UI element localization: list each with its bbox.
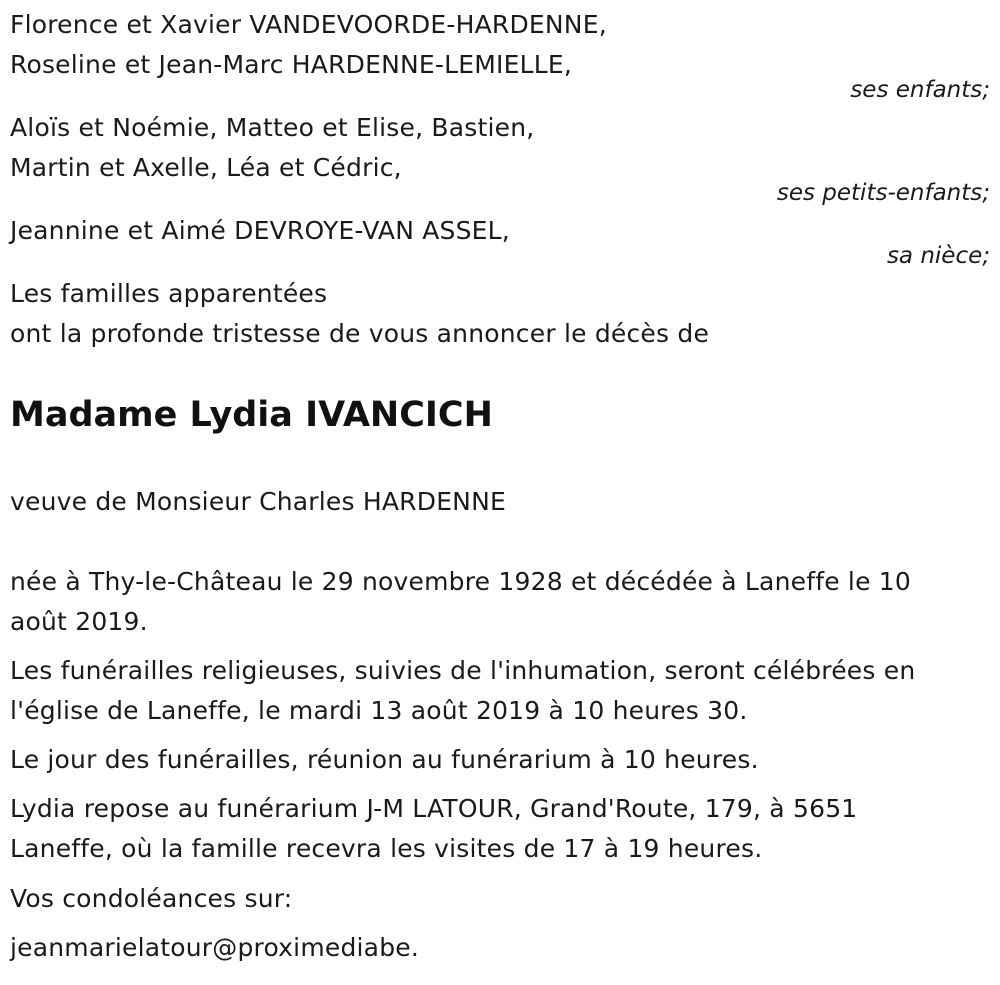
- spouse-line: veuve de Monsieur Charles HARDENNE: [10, 487, 506, 516]
- deceased-name: Madame Lydia IVANCICH: [10, 395, 493, 435]
- children-role: ses enfants;: [850, 77, 990, 103]
- funeral-line-1: Les funérailles religieuses, suivies de l'inhumation, seront célébrées en: [10, 656, 916, 685]
- funeral-line-2: l'église de Laneffe, le mardi 13 août 2019 à 10 heures 30.: [10, 696, 748, 725]
- niece-line: Jeannine et Aimé DEVROYE-VAN ASSEL,: [10, 216, 510, 245]
- birth-death-line-2: août 2019.: [10, 607, 148, 636]
- grandchildren-role: ses petits-enfants;: [776, 180, 990, 206]
- condolences-label: Vos condoléances sur:: [10, 884, 293, 913]
- grandchildren-line-2: Martin et Axelle, Léa et Cédric,: [10, 153, 402, 182]
- relatives-line-2: ont la profonde tristesse de vous annoncer le décès de: [10, 319, 710, 348]
- children-line-2: Roseline et Jean-Marc HARDENNE-LEMIELLE,: [10, 50, 572, 79]
- relatives-line-1: Les familles apparentées: [10, 279, 328, 308]
- niece-role: sa nièce;: [886, 243, 990, 269]
- resting-line-2: Laneffe, où la famille recevra les visites de 17 à 19 heures.: [10, 834, 763, 863]
- birth-death-line-1: née à Thy-le-Château le 29 novembre 1928 et décédée à Laneffe le 10: [10, 567, 912, 596]
- resting-line-1: Lydia repose au funérarium J-M LATOUR, Grand'Route, 179, à 5651: [10, 794, 858, 823]
- condolences-contact: jeanmarielatour@proximediabe.: [10, 933, 419, 962]
- gathering-line: Le jour des funérailles, réunion au funérarium à 10 heures.: [10, 745, 759, 774]
- children-line-1: Florence et Xavier VANDEVOORDE-HARDENNE,: [10, 10, 607, 39]
- grandchildren-line-1: Aloïs et Noémie, Matteo et Elise, Bastien,: [10, 113, 535, 142]
